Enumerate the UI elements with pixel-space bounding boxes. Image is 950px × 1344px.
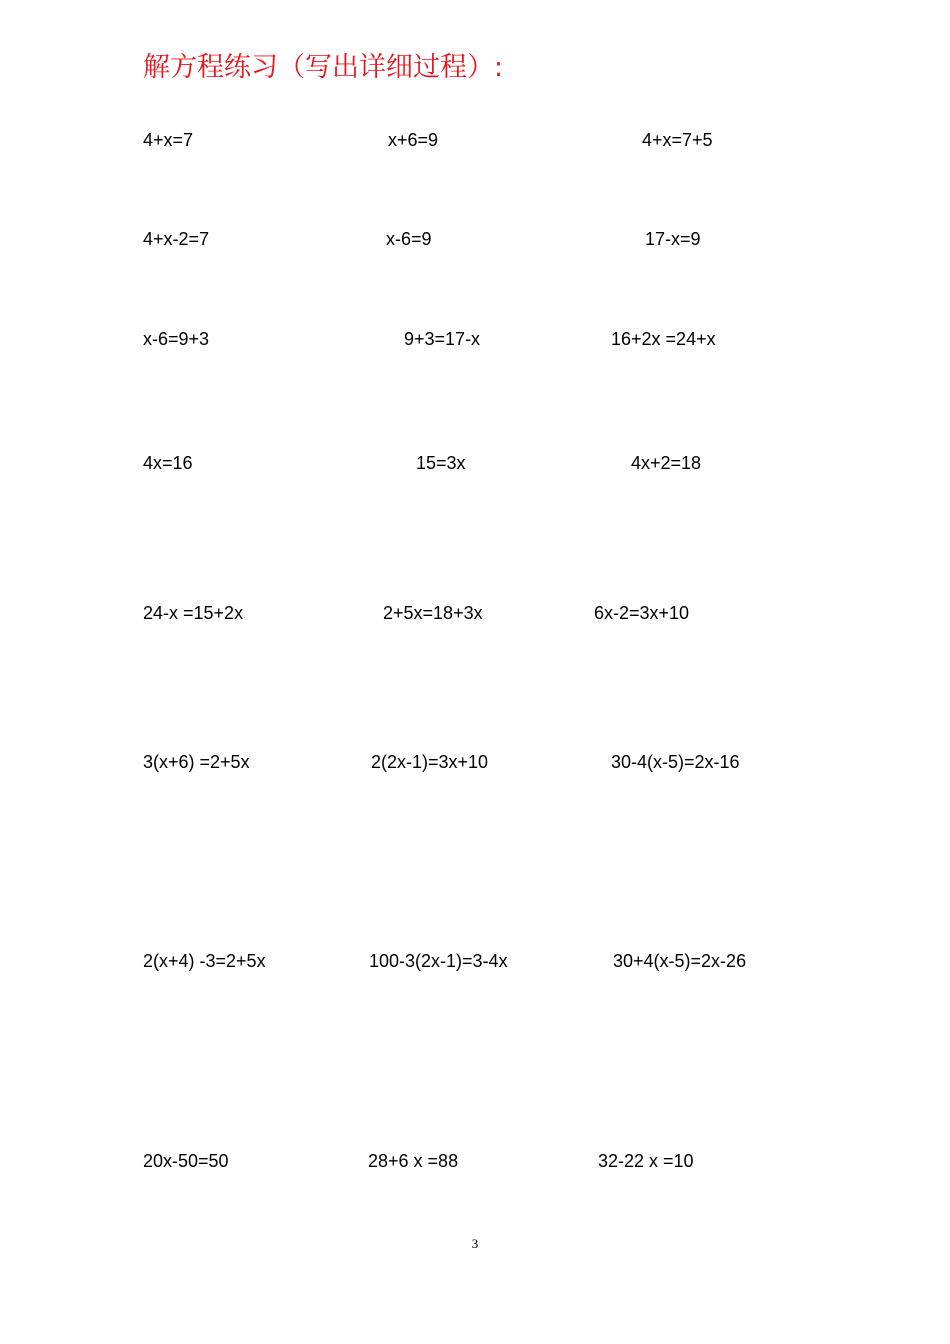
equation: 6x-2=3x+10 <box>594 603 690 623</box>
page-number: 3 <box>471 1236 479 1251</box>
equation: x-6=9+3 <box>143 329 210 349</box>
equation: 9+3=17-x <box>404 329 481 349</box>
equation: 4+x=7 <box>143 130 194 150</box>
equation: 2(x+4) -3=2+5x <box>143 951 266 971</box>
equation: 4x=16 <box>143 453 193 473</box>
equation: x-6=9 <box>386 229 432 249</box>
equation: 3(x+6) =2+5x <box>143 752 250 772</box>
equation: 16+2x =24+x <box>611 329 716 349</box>
equation: 24-x =15+2x <box>143 603 244 623</box>
equation: 4x+2=18 <box>631 453 702 473</box>
equation: 17-x=9 <box>645 229 701 249</box>
equation: x+6=9 <box>388 130 439 150</box>
equation: 2(2x-1)=3x+10 <box>371 752 489 772</box>
page-title: 解方程练习（写出详细过程）: <box>143 52 504 83</box>
equation: 4+x-2=7 <box>143 229 210 249</box>
equation: 100-3(2x-1)=3-4x <box>369 951 508 971</box>
equation: 30+4(x-5)=2x-26 <box>613 951 747 971</box>
equation: 20x-50=50 <box>143 1151 229 1171</box>
equation: 32-22 x =10 <box>598 1151 694 1171</box>
equation: 15=3x <box>416 453 466 473</box>
equation: 4+x=7+5 <box>642 130 713 150</box>
equation: 2+5x=18+3x <box>383 603 483 623</box>
equation: 30-4(x-5)=2x-16 <box>611 752 740 772</box>
equation: 28+6 x =88 <box>368 1151 459 1171</box>
